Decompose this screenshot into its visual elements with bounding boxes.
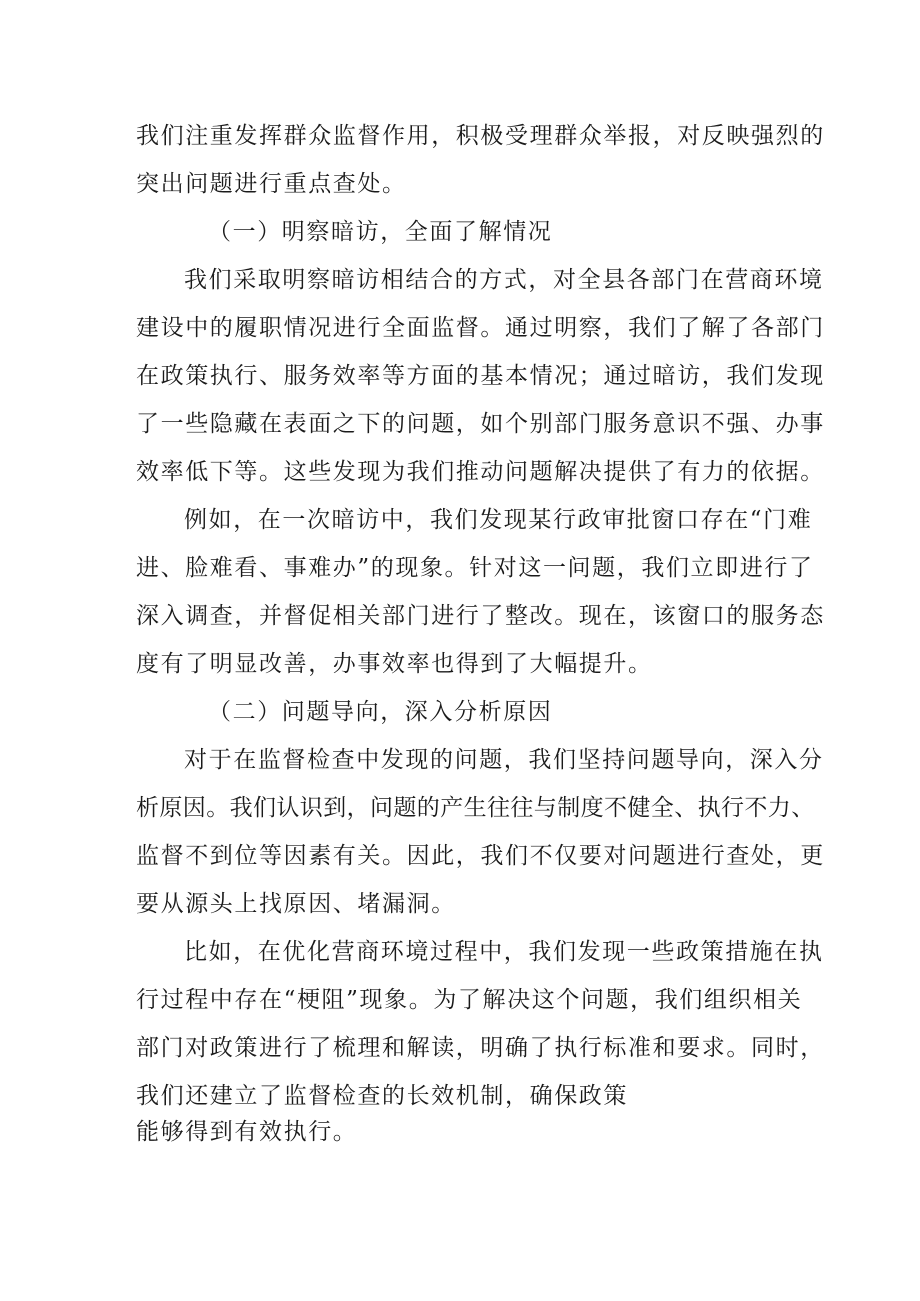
paragraph-line: 例如，在一次暗访中，我们发现某行政审批窗口存在“门难 [184, 507, 813, 533]
paragraph-line: 我们采取明察暗访相结合的方式，对全县各部门在营商环境 [184, 267, 824, 293]
paragraph-line: 行过程中存在“梗阻”现象。为了解决这个问题，我们组织相关 [136, 987, 803, 1013]
paragraph-line: 析原因。我们认识到，问题的产生往往与制度不健全、执行不力、 [136, 795, 815, 821]
paragraph-line: 比如，在优化营商环境过程中，我们发现一些政策措施在执 [184, 939, 824, 965]
paragraph-line: 部门对政策进行了梳理和解读，明确了执行标准和要求。同时， [136, 1035, 825, 1061]
paragraph-line: 突出问题进行重点查处。 [136, 171, 407, 197]
paragraph-line: 进、脸难看、事难办”的现象。针对这一问题，我们立即进行了 [136, 555, 814, 581]
paragraph-line: 我们还建立了监督检查的长效机制，确保政策 [136, 1083, 628, 1109]
section-heading-1: （一）明察暗访，全面了解情况 [208, 219, 553, 245]
paragraph-line: 我们注重发挥群众监督作用，积极受理群众举报，对反映强烈的 [136, 123, 825, 149]
paragraph-line: 在政策执行、服务效率等方面的基本情况；通过暗访，我们发现 [136, 363, 825, 389]
paragraph-line: 效率低下等。这些发现为我们推动问题解决提供了有力的依据。 [136, 459, 825, 485]
paragraph-line: 度有了明显改善，办事效率也得到了大幅提升。 [136, 651, 653, 677]
paragraph-line: 能够得到有效执行。 [136, 1119, 358, 1145]
section-heading-2: （二）问题导向，深入分析原因 [208, 699, 553, 725]
paragraph-line: 建设中的履职情况进行全面监督。通过明察，我们了解了各部门 [136, 315, 825, 341]
paragraph-line: 监督不到位等因素有关。因此，我们不仅要对问题进行查处，更 [136, 843, 825, 869]
paragraph-line: 对于在监督检查中发现的问题，我们坚持问题导向，深入分 [184, 747, 824, 773]
paragraph-line: 了一些隐藏在表面之下的问题，如个别部门服务意识不强、办事 [136, 411, 825, 437]
paragraph-line: 要从源头上找原因、堵漏洞。 [136, 891, 456, 917]
paragraph-line: 深入调查，并督促相关部门进行了整改。现在，该窗口的服务态 [136, 603, 825, 629]
